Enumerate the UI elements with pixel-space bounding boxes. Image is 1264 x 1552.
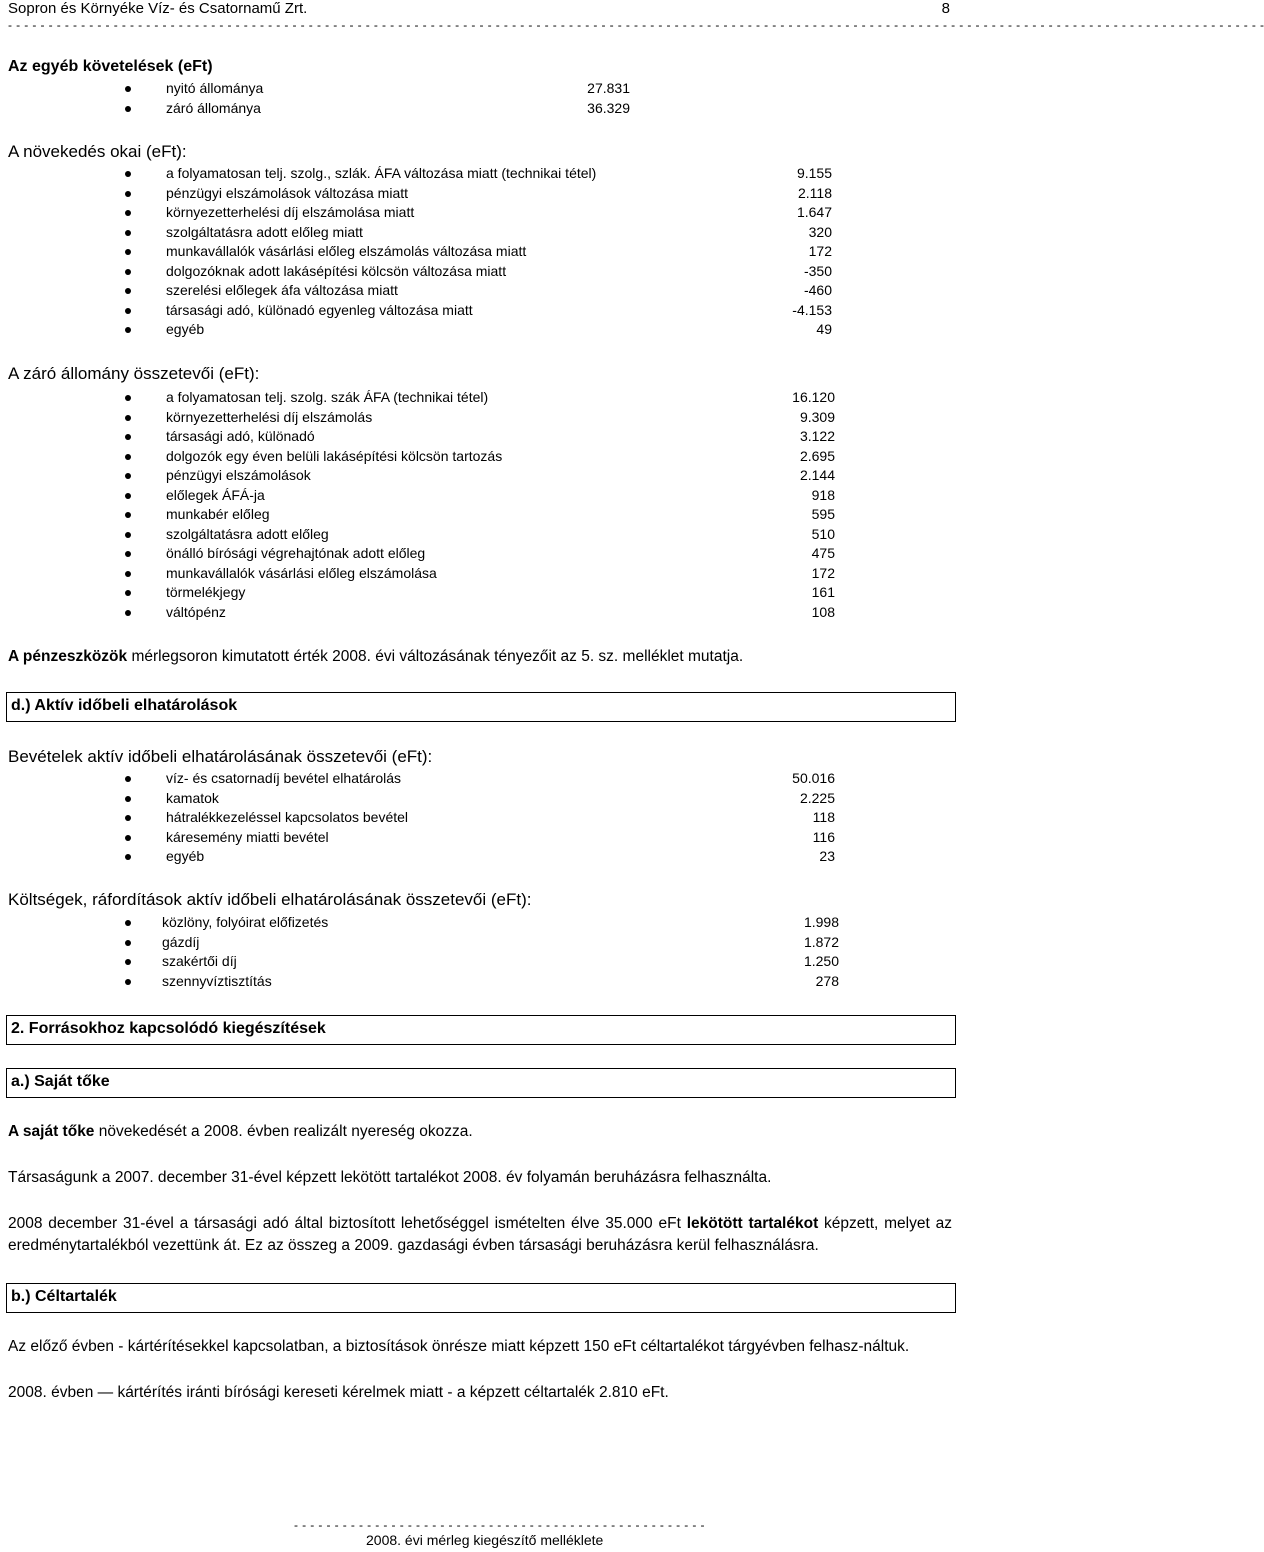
list-item <box>8 914 952 934</box>
list-item <box>8 467 952 487</box>
item-value: 1.647 <box>796 204 832 220</box>
bullet-icon <box>125 551 131 557</box>
list-item <box>8 953 952 973</box>
bullet-icon <box>125 920 131 926</box>
list-item <box>8 282 952 302</box>
item-value: 278 <box>815 972 839 989</box>
item-value: 475 <box>811 545 835 561</box>
aktiv-heading: d.) Aktív időbeli elhatárolások <box>6 692 956 722</box>
item-label: víz- és csatornadíj bevétel elhatárolás <box>166 770 402 786</box>
item-value: -4.153 <box>792 301 832 318</box>
item-value: 27.831 <box>587 80 630 96</box>
bullet-icon <box>125 230 131 236</box>
bullet-icon <box>125 493 131 499</box>
item-label: önálló bírósági végrehajtónak adott előleg <box>166 545 426 561</box>
novekedes-list <box>8 165 952 341</box>
item-value: 1.998 <box>803 914 839 930</box>
list-item <box>8 545 952 565</box>
forrasok-heading: 2. Forrásokhoz kapcsolódó kiegészítések <box>6 1015 956 1045</box>
bullet-icon <box>125 395 131 401</box>
bullet-icon <box>125 512 131 518</box>
bullet-icon <box>125 106 131 112</box>
item-value: 36.329 <box>587 99 630 116</box>
item-value: 320 <box>808 223 832 240</box>
bullet-icon <box>125 610 131 616</box>
item-label: környezetterhelési díj elszámolás <box>166 408 373 425</box>
item-label: társasági adó, különadó egyenleg változása miatt <box>166 301 473 318</box>
list-item <box>8 604 952 624</box>
list-item <box>8 224 952 244</box>
sajat-toke-p2: Társaságunk a 2007. december 31-ével képzett lekötött tartalékot 2008. év folyamán beruházásra felhasználta. <box>8 1169 772 1186</box>
list-item <box>8 934 952 954</box>
item-label: szennyvíztisztítás <box>162 972 272 989</box>
item-value: 9.309 <box>799 408 835 425</box>
bullet-icon <box>125 415 131 421</box>
item-value: -350 <box>803 262 832 279</box>
item-label: előlegek ÁFÁ-ja <box>166 486 265 503</box>
list-item <box>8 80 952 100</box>
list-item <box>8 100 952 120</box>
list-item <box>8 302 952 322</box>
item-label: társasági adó, különadó <box>166 428 315 444</box>
sajat-toke-p1: A saját tőke növekedését a 2008. évben realizált nyereség okozza. <box>8 1123 473 1140</box>
bullet-icon <box>125 835 131 841</box>
item-label: közlöny, folyóirat előfizetés <box>162 914 329 930</box>
bullet-icon <box>125 191 131 197</box>
item-label: szolgáltatásra adott előleg miatt <box>166 223 363 240</box>
item-label: környezetterhelési díj elszámolása miatt <box>166 204 415 220</box>
koltsegek-list <box>8 914 952 992</box>
list-item <box>8 448 952 468</box>
header-divider: - - - - - - - - - - - - - - - - - - - - - - - - - - - - - - - - - - - - - - - - - - - - - - - - - - - - - - - - - - - - - - - - - - - - - - - - - - - - - - - - - - - - - - - - - - - - - - - - - - - - - - - - - - - - - - - - - - - - - - - - - - - - - - - - - - - - - - - - - - - - - - - - - - - - - - - - - - - <box>8 18 1264 32</box>
bullet-icon <box>125 979 131 985</box>
bullet-icon <box>125 454 131 460</box>
bullet-icon <box>125 796 131 802</box>
celtartalek-heading: b.) Céltartalék <box>6 1283 956 1313</box>
list-item <box>8 584 952 604</box>
item-label: váltópénz <box>166 603 226 620</box>
item-label: dolgozók egy éven belüli lakásépítési kölcsön tartozás <box>166 447 503 464</box>
bullet-icon <box>125 854 131 860</box>
list-item <box>8 506 952 526</box>
item-label: szakértői díj <box>162 953 237 969</box>
item-value: 118 <box>812 809 835 825</box>
bullet-icon <box>125 249 131 255</box>
company-name: Sopron és Környéke Víz- és Csatornamű Zrt. <box>8 0 308 17</box>
bullet-icon <box>125 210 131 216</box>
egyeb-kov-title: Az egyéb követelések (eFt) <box>8 58 213 75</box>
footer-text: 2008. évi mérleg kiegészítő melléklete <box>366 1532 604 1548</box>
list-item <box>8 428 952 448</box>
item-value: 918 <box>811 486 835 503</box>
item-value: 172 <box>811 564 835 581</box>
bullet-icon <box>125 434 131 440</box>
list-item <box>8 526 952 546</box>
bullet-icon <box>125 269 131 275</box>
item-value: 595 <box>811 506 835 522</box>
bullet-icon <box>125 171 131 177</box>
list-item <box>8 409 952 429</box>
item-label: a folyamatosan telj. szolg., szlák. ÁFA változása miatt (technikai tétel) <box>166 165 597 181</box>
list-item <box>8 263 952 283</box>
footer-divider: - - - - - - - - - - - - - - - - - - - - - - - - - - - - - - - - - - - - - - - - - - - - - - - - - - - <box>294 1518 705 1532</box>
item-value: 3.122 <box>799 428 835 444</box>
item-label: egyéb <box>166 848 205 864</box>
list-item <box>8 809 952 829</box>
bullet-icon <box>125 815 131 821</box>
egyeb-kov-list <box>8 80 952 119</box>
item-value: 1.872 <box>803 933 839 950</box>
item-label: egyéb <box>166 321 205 337</box>
item-value: 50.016 <box>792 770 835 786</box>
celtartalek-p1: Az előző évben - kártérítésekkel kapcsolatban, a biztosítások önrésze miatt képzett 150 eFt céltartalékot tárgyévben felhasz-náltuk. <box>8 1338 910 1355</box>
list-item <box>8 321 952 341</box>
list-item <box>8 790 952 810</box>
zaro-title: A záró állomány összetevői (eFt): <box>8 364 260 383</box>
item-value: -460 <box>803 282 832 298</box>
novekedes-title: A növekedés okai (eFt): <box>8 142 187 161</box>
item-value: 23 <box>819 848 835 864</box>
bullet-icon <box>125 776 131 782</box>
item-label: munkavállalók vásárlási előleg elszámolása <box>166 564 437 581</box>
item-label: pénzügyi elszámolások <box>166 467 311 483</box>
item-label: szolgáltatásra adott előleg <box>166 525 329 542</box>
item-value: 116 <box>812 828 835 845</box>
item-label: törmelékjegy <box>166 584 246 600</box>
bevetelek-list <box>8 770 952 868</box>
item-label: a folyamatosan telj. szolg. szák ÁFA (technikai tétel) <box>166 389 489 405</box>
celtartalek-p2: 2008. évben — kártérítés iránti bírósági kereseti kérelmek miatt - a képzett céltartalék 2.810 eFt. <box>8 1384 669 1401</box>
bullet-icon <box>125 571 131 577</box>
item-value: 9.155 <box>796 165 832 181</box>
list-item <box>8 565 952 585</box>
bullet-icon <box>125 308 131 314</box>
list-item <box>8 243 952 263</box>
list-item <box>8 770 952 790</box>
item-value: 2.695 <box>799 447 835 464</box>
list-item <box>8 829 952 849</box>
item-label: nyitó állománya <box>166 80 264 96</box>
list-item <box>8 204 952 224</box>
item-value: 108 <box>811 603 835 620</box>
item-label: szerelési előlegek áfa változása miatt <box>166 282 398 298</box>
item-label: kamatok <box>166 789 219 806</box>
sajat-toke-p3: 2008 december 31-ével a társasági adó által biztosított lehetőséggel ismételten élve 35.000 eFt lekötött tartalékot képzett, melyet az eredménytartalékból vezettünk át. Ez az összeg a 2009. gazdasági évben társasági beruházásra kerül felhasználásra. <box>8 1215 952 1254</box>
list-item <box>8 389 952 409</box>
item-value: 510 <box>811 525 835 542</box>
bullet-icon <box>125 473 131 479</box>
item-label: pénzügyi elszámolások változása miatt <box>166 184 409 201</box>
item-label: káresemény miatti bevétel <box>166 828 329 845</box>
item-value: 49 <box>816 321 832 337</box>
item-value: 1.250 <box>803 953 839 969</box>
bullet-icon <box>125 959 131 965</box>
bullet-icon <box>125 532 131 538</box>
page-number: 8 <box>941 0 950 17</box>
zaro-list <box>8 389 952 623</box>
list-item <box>8 487 952 507</box>
bevetelek-title: Bevételek aktív időbeli elhatárolásának összetevői (eFt): <box>8 747 433 766</box>
item-label: dolgozóknak adott lakásépítési kölcsön változása miatt <box>166 262 507 279</box>
item-value: 2.118 <box>798 184 832 201</box>
item-label: hátralékkezeléssel kapcsolatos bevétel <box>166 809 409 825</box>
item-value: 2.225 <box>799 789 835 806</box>
list-item <box>8 848 952 868</box>
list-item <box>8 185 952 205</box>
penzeszkozok-text: A pénzeszközök mérlegsoron kimutatott érték 2008. évi változásának tényezőit az 5. sz. melléklet mutatja. <box>8 648 744 665</box>
bullet-icon <box>125 327 131 333</box>
item-label: munkabér előleg <box>166 506 270 522</box>
item-label: záró állománya <box>166 99 261 116</box>
koltsegek-title: Költségek, ráfordítások aktív időbeli elhatárolásának összetevői (eFt): <box>8 890 532 909</box>
item-value: 16.120 <box>792 389 835 405</box>
item-value: 172 <box>808 243 832 259</box>
list-item <box>8 973 952 993</box>
list-item <box>8 165 952 185</box>
item-label: munkavállalók vásárlási előleg elszámolás változása miatt <box>166 243 527 259</box>
bullet-icon <box>125 288 131 294</box>
item-label: gázdíj <box>162 933 200 950</box>
sajat-toke-heading: a.) Saját tőke <box>6 1068 956 1098</box>
bullet-icon <box>125 940 131 946</box>
bullet-icon <box>125 86 131 92</box>
item-value: 2.144 <box>799 467 835 483</box>
item-value: 161 <box>811 584 835 600</box>
bullet-icon <box>125 590 131 596</box>
